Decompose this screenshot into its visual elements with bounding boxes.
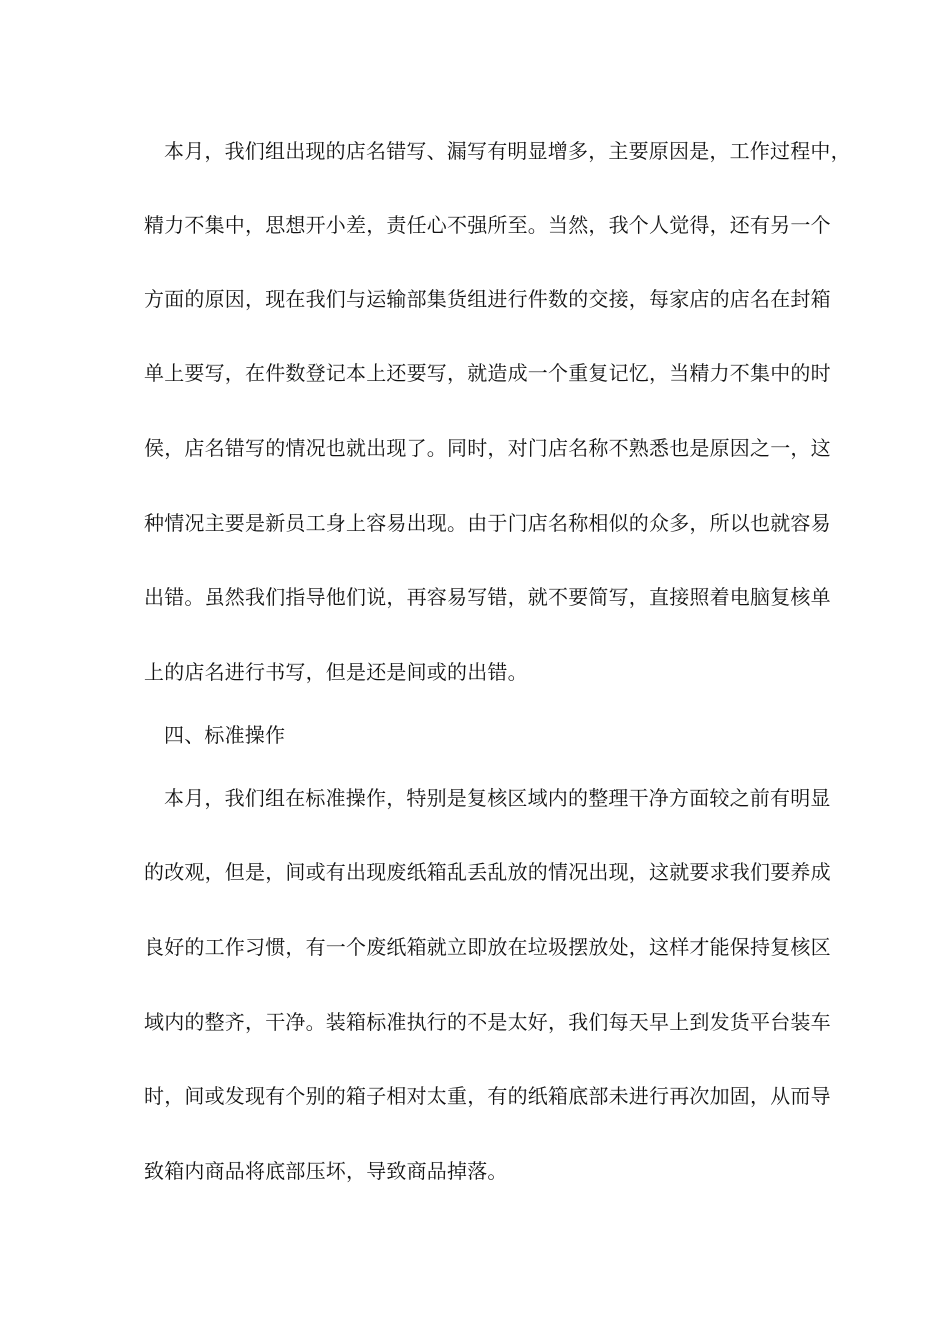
- paragraph-1-line-2: 精力不集中，思想开小差，责任心不强所至。当然，我个人觉得，还有另一个: [144, 213, 831, 237]
- paragraph-2-line-4: 域内的整齐，干净。装箱标准执行的不是太好，我们每天早上到发货平台装车: [144, 1010, 831, 1034]
- paragraph-2-line-3: 良好的工作习惯，有一个废纸箱就立即放在垃圾摆放处，这样才能保持复核区: [144, 935, 831, 959]
- paragraph-1-line-6: 种情况主要是新员工身上容易出现。由于门店名称相似的众多，所以也就容易: [144, 511, 831, 535]
- paragraph-1-line-1: 本月，我们组出现的店名错写、漏写有明显增多，主要原因是，工作过程中，: [164, 139, 851, 163]
- paragraph-2-line-6: 致箱内商品将底部压坏，导致商品掉落。: [144, 1159, 508, 1183]
- paragraph-2-line-5: 时，间或发现有个别的箱子相对太重，有的纸箱底部未进行再次加固，从而导: [144, 1084, 831, 1108]
- paragraph-1-line-8: 上的店名进行书写，但是还是间或的出错。: [144, 660, 528, 684]
- paragraph-1-line-7: 出错。虽然我们指导他们说，再容易写错，就不要简写，直接照着电脑复核单: [144, 585, 831, 609]
- paragraph-1-line-3: 方面的原因，现在我们与运输部集货组进行件数的交接，每家店的店名在封箱: [144, 287, 831, 311]
- paragraph-1-line-4: 单上要写，在件数登记本上还要写，就造成一个重复记忆，当精力不集中的时: [144, 361, 831, 385]
- paragraph-1-line-5: 侯，店名错写的情况也就出现了。同时，对门店名称不熟悉也是原因之一，这: [144, 436, 831, 460]
- section-heading: 四、标准操作: [164, 723, 286, 747]
- paragraph-2-line-1: 本月，我们组在标准操作，特别是复核区域内的整理干净方面较之前有明显: [164, 786, 831, 810]
- paragraph-2-line-2: 的改观，但是，间或有出现废纸箱乱丢乱放的情况出现，这就要求我们要养成: [144, 860, 831, 884]
